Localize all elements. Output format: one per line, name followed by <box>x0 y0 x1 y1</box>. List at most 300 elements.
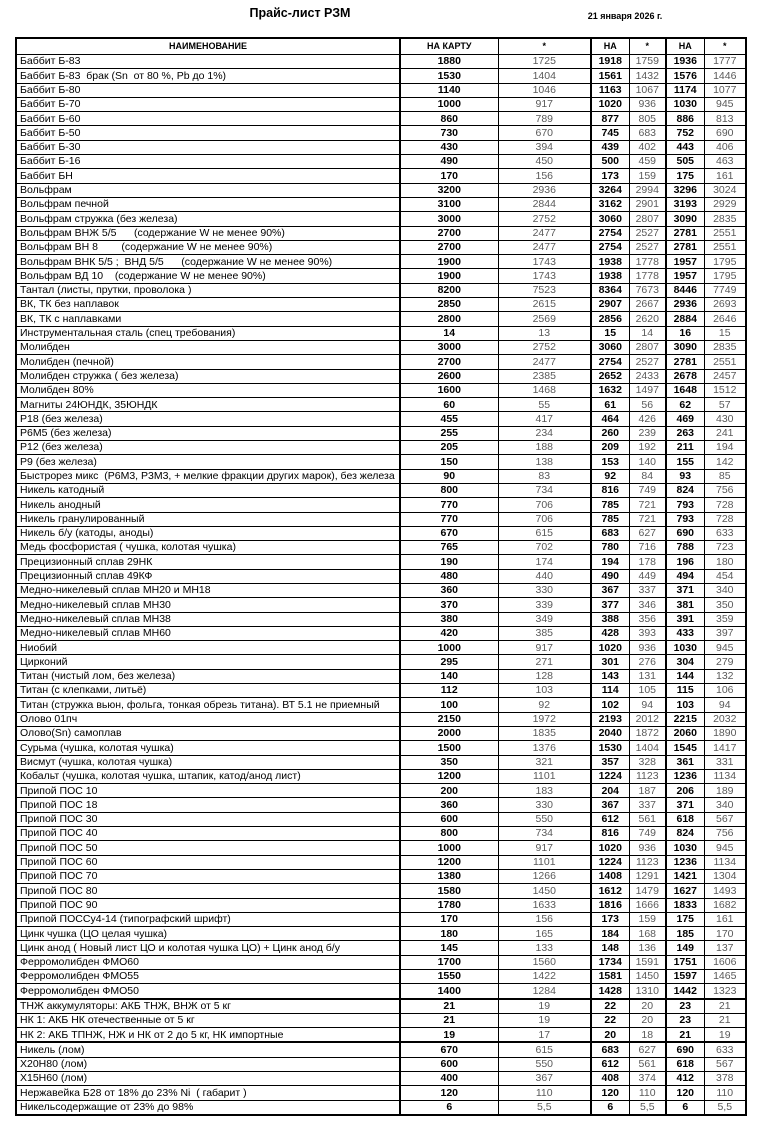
price-card-star: 234 <box>498 426 591 440</box>
table-row <box>16 784 746 798</box>
price-na-2: 1030 <box>666 97 704 111</box>
price-na-2-star: 132 <box>704 669 746 683</box>
price-card: 14 <box>400 326 498 340</box>
table-row <box>16 426 746 440</box>
price-na-2-star: 567 <box>704 812 746 826</box>
price-na-2: 443 <box>666 140 704 154</box>
price-card-star: 19 <box>498 1013 591 1027</box>
price-na-2: 690 <box>666 526 704 540</box>
price-na-2-star: 1777 <box>704 55 746 69</box>
price-card: 860 <box>400 112 498 126</box>
price-na-1-star: 94 <box>629 698 666 712</box>
item-name: Припой ПОС 40 <box>16 827 400 841</box>
price-na-1-star: 168 <box>629 927 666 941</box>
price-card: 21 <box>400 1013 498 1027</box>
table-row <box>16 812 746 826</box>
price-na-1-star: 721 <box>629 498 666 512</box>
price-na-1-star: 5,5 <box>629 1100 666 1115</box>
price-na-2: 618 <box>666 812 704 826</box>
item-name: Никель гранулированный <box>16 512 400 526</box>
price-card-star: 156 <box>498 912 591 926</box>
price-na-2-star: 1417 <box>704 741 746 755</box>
price-na-1: 1530 <box>591 741 629 755</box>
item-name: Баббит Б-70 <box>16 97 400 111</box>
price-card-star: 1376 <box>498 741 591 755</box>
price-na-2-star: 359 <box>704 612 746 626</box>
table-row <box>16 1072 746 1086</box>
item-name: Баббит Б-80 <box>16 83 400 97</box>
price-na-1: 785 <box>591 512 629 526</box>
price-card: 770 <box>400 498 498 512</box>
price-na-1-star: 2012 <box>629 712 666 726</box>
price-na-1-star: 131 <box>629 669 666 683</box>
price-na-1-star: 2994 <box>629 183 666 197</box>
price-card: 1000 <box>400 641 498 655</box>
table-row <box>16 655 746 669</box>
price-card: 455 <box>400 412 498 426</box>
price-na-2: 144 <box>666 669 704 683</box>
table-row <box>16 526 746 540</box>
table-row <box>16 455 746 469</box>
price-na-2: 3296 <box>666 183 704 197</box>
price-na-1: 120 <box>591 1086 629 1100</box>
price-card-star: 550 <box>498 1057 591 1071</box>
price-card-star: 2477 <box>498 355 591 369</box>
item-name: Ниобий <box>16 641 400 655</box>
item-name: Медь фосфористая ( чушка, колотая чушка) <box>16 541 400 555</box>
price-na-1-star: 393 <box>629 626 666 640</box>
price-card-star: 174 <box>498 555 591 569</box>
price-na-2-star: 142 <box>704 455 746 469</box>
price-na-1: 780 <box>591 541 629 555</box>
table-row <box>16 340 746 354</box>
price-na-1: 173 <box>591 169 629 183</box>
price-na-2: 2215 <box>666 712 704 726</box>
price-na-2: 1236 <box>666 769 704 783</box>
item-name: Висмут (чушка, колотая чушка) <box>16 755 400 769</box>
table-row <box>16 83 746 97</box>
price-na-1: 2193 <box>591 712 629 726</box>
price-card-star: 349 <box>498 612 591 626</box>
price-na-2: 1833 <box>666 898 704 912</box>
table-row <box>16 197 746 211</box>
price-card: 19 <box>400 1028 498 1043</box>
table-row <box>16 469 746 483</box>
price-card-star: 2844 <box>498 197 591 211</box>
price-card-star: 165 <box>498 927 591 941</box>
price-card-star: 339 <box>498 598 591 612</box>
price-na-2: 196 <box>666 555 704 569</box>
table-row <box>16 1028 746 1043</box>
price-card-star: 133 <box>498 941 591 955</box>
table-row <box>16 827 746 841</box>
price-na-1-star: 18 <box>629 1028 666 1043</box>
table-row <box>16 269 746 283</box>
item-name: НК 2: АКБ ТПНЖ, НЖ и НК от 2 до 5 кг, НК импортные <box>16 1028 400 1043</box>
price-card-star: 5,5 <box>498 1100 591 1115</box>
table-row <box>16 55 746 69</box>
price-card-star: 367 <box>498 1072 591 1086</box>
price-na-1-star: 721 <box>629 512 666 526</box>
price-card-star: 83 <box>498 469 591 483</box>
table-row <box>16 583 746 597</box>
price-card-star: 670 <box>498 126 591 140</box>
table-row <box>16 383 746 397</box>
price-na-1: 816 <box>591 483 629 497</box>
price-na-1-star: 426 <box>629 412 666 426</box>
price-card: 295 <box>400 655 498 669</box>
item-name: Вольфрам ВНЖ 5/5 (содержание W не менее 90%) <box>16 226 400 240</box>
table-row <box>16 69 746 83</box>
item-name: Кобальт (чушка, колотая чушка, штапик, катод/анод лист) <box>16 769 400 783</box>
price-card-star: 1284 <box>498 984 591 999</box>
price-na-1: 260 <box>591 426 629 440</box>
price-card-star: 2477 <box>498 226 591 240</box>
price-card: 120 <box>400 1086 498 1100</box>
item-name: Припой ПОС 70 <box>16 869 400 883</box>
price-na-1: 61 <box>591 398 629 412</box>
price-na-1-star: 936 <box>629 641 666 655</box>
price-na-1-star: 2433 <box>629 369 666 383</box>
price-na-1-star: 2527 <box>629 226 666 240</box>
price-card-star: 19 <box>498 999 591 1014</box>
item-name: Цинк анод ( Новый лист ЦО и колотая чушка ЦО) + Цинк анод б/у <box>16 941 400 955</box>
price-na-1-star: 1310 <box>629 984 666 999</box>
price-na-1-star: 14 <box>629 326 666 340</box>
price-card-star: 188 <box>498 441 591 455</box>
price-card: 600 <box>400 812 498 826</box>
price-card: 1500 <box>400 741 498 755</box>
price-na-1: 1581 <box>591 970 629 984</box>
item-name: Никель (лом) <box>16 1042 400 1057</box>
price-na-1: 204 <box>591 784 629 798</box>
price-na-1-star: 239 <box>629 426 666 440</box>
price-na-1-star: 1450 <box>629 970 666 984</box>
price-card-star: 1450 <box>498 884 591 898</box>
price-na-1: 612 <box>591 1057 629 1071</box>
price-card: 360 <box>400 798 498 812</box>
price-na-1: 153 <box>591 455 629 469</box>
price-na-2-star: 241 <box>704 426 746 440</box>
price-card: 380 <box>400 612 498 626</box>
price-na-2-star: 2457 <box>704 369 746 383</box>
item-name: Р9 (без железа) <box>16 455 400 469</box>
price-na-2-star: 945 <box>704 97 746 111</box>
table-row <box>16 155 746 169</box>
price-na-2: 2936 <box>666 298 704 312</box>
price-na-1-star: 1432 <box>629 69 666 83</box>
price-na-1-star: 56 <box>629 398 666 412</box>
price-na-2: 8446 <box>666 283 704 297</box>
price-na-2-star: 340 <box>704 583 746 597</box>
price-na-2-star: 57 <box>704 398 746 412</box>
price-na-2: 6 <box>666 1100 704 1115</box>
price-na-1-star: 1123 <box>629 855 666 869</box>
price-na-2-star: 1134 <box>704 855 746 869</box>
item-name: Вольфрам печной <box>16 197 400 211</box>
price-na-1-star: 187 <box>629 784 666 798</box>
price-card: 1140 <box>400 83 498 97</box>
price-na-1-star: 2807 <box>629 212 666 226</box>
price-na-2-star: 1682 <box>704 898 746 912</box>
table-row <box>16 97 746 111</box>
price-na-2-star: 945 <box>704 641 746 655</box>
price-na-1: 816 <box>591 827 629 841</box>
item-name: Х15Н60 (лом) <box>16 1072 400 1086</box>
table-row <box>16 641 746 655</box>
item-name: Олово 01пч <box>16 712 400 726</box>
price-card-star: 417 <box>498 412 591 426</box>
item-name: Припой ПОС 80 <box>16 884 400 898</box>
price-na-2: 469 <box>666 412 704 426</box>
table-row <box>16 483 746 497</box>
price-na-1-star: 936 <box>629 841 666 855</box>
price-card-star: 615 <box>498 1042 591 1057</box>
price-na-2: 1957 <box>666 269 704 283</box>
price-na-1-star: 1291 <box>629 869 666 883</box>
price-card: 255 <box>400 426 498 440</box>
price-na-1: 2754 <box>591 355 629 369</box>
price-na-2-star: 2929 <box>704 197 746 211</box>
price-na-2: 505 <box>666 155 704 169</box>
price-na-2-star: 1465 <box>704 970 746 984</box>
price-card-star: 702 <box>498 541 591 555</box>
price-na-1-star: 7673 <box>629 283 666 297</box>
price-na-2-star: 1493 <box>704 884 746 898</box>
price-na-2-star: 945 <box>704 841 746 855</box>
item-name: Баббит Б-83 <box>16 55 400 69</box>
price-card: 480 <box>400 569 498 583</box>
price-card: 190 <box>400 555 498 569</box>
col-header-na-2: НА <box>666 38 704 55</box>
table-row <box>16 569 746 583</box>
price-na-2: 824 <box>666 827 704 841</box>
price-na-1: 1938 <box>591 269 629 283</box>
price-na-1: 1020 <box>591 97 629 111</box>
price-na-1-star: 1404 <box>629 741 666 755</box>
price-na-2: 494 <box>666 569 704 583</box>
item-name: НК 1: АКБ НК отечественные от 5 кг <box>16 1013 400 1027</box>
price-card: 2700 <box>400 240 498 254</box>
price-na-2: 2884 <box>666 312 704 326</box>
item-name: Припой ПОС 30 <box>16 812 400 826</box>
table-row <box>16 140 746 154</box>
price-na-1: 209 <box>591 441 629 455</box>
table-row <box>16 1086 746 1100</box>
table-row <box>16 769 746 783</box>
price-na-1-star: 1067 <box>629 83 666 97</box>
item-name: Баббит Б-60 <box>16 112 400 126</box>
price-na-1-star: 136 <box>629 941 666 955</box>
price-na-2-star: 2551 <box>704 240 746 254</box>
price-na-2-star: 813 <box>704 112 746 126</box>
price-na-2-star: 340 <box>704 798 746 812</box>
price-card-star: 1468 <box>498 383 591 397</box>
table-row <box>16 441 746 455</box>
table-row <box>16 1100 746 1115</box>
price-na-1: 490 <box>591 569 629 583</box>
price-na-2-star: 430 <box>704 412 746 426</box>
price-na-1-star: 140 <box>629 455 666 469</box>
price-na-2: 16 <box>666 326 704 340</box>
price-na-2-star: 454 <box>704 569 746 583</box>
price-na-2-star: 3024 <box>704 183 746 197</box>
price-na-2: 1648 <box>666 383 704 397</box>
price-card-star: 1743 <box>498 269 591 283</box>
price-na-1: 2754 <box>591 226 629 240</box>
price-na-1-star: 749 <box>629 483 666 497</box>
price-card-star: 2477 <box>498 240 591 254</box>
price-na-2: 115 <box>666 684 704 698</box>
price-card-star: 2752 <box>498 340 591 354</box>
price-na-2: 103 <box>666 698 704 712</box>
price-card: 1580 <box>400 884 498 898</box>
price-card: 21 <box>400 999 498 1014</box>
price-card-star: 1972 <box>498 712 591 726</box>
item-name: Никель б/у (катоды, аноды) <box>16 526 400 540</box>
price-card: 360 <box>400 583 498 597</box>
price-na-2: 211 <box>666 441 704 455</box>
price-na-1-star: 356 <box>629 612 666 626</box>
price-na-2-star: 15 <box>704 326 746 340</box>
item-name: Припой ПОС 10 <box>16 784 400 798</box>
price-na-1: 1428 <box>591 984 629 999</box>
price-na-2-star: 350 <box>704 598 746 612</box>
table-row <box>16 912 746 926</box>
price-na-1-star: 683 <box>629 126 666 140</box>
price-na-2: 1751 <box>666 955 704 969</box>
price-card-star: 128 <box>498 669 591 683</box>
price-na-2: 1936 <box>666 55 704 69</box>
price-na-1: 1020 <box>591 641 629 655</box>
item-name: Быстрорез микс (Р6М3, Р3М3, + мелкие фракции других марок), без железа <box>16 469 400 483</box>
price-card-star: 2752 <box>498 212 591 226</box>
price-na-2-star: 1606 <box>704 955 746 969</box>
item-name: ВК, ТК с наплавками <box>16 312 400 326</box>
price-card-star: 706 <box>498 512 591 526</box>
price-card: 90 <box>400 469 498 483</box>
price-na-1: 20 <box>591 1028 629 1043</box>
price-card-star: 706 <box>498 498 591 512</box>
item-name: Р6М5 (без железа) <box>16 426 400 440</box>
price-card: 1530 <box>400 69 498 83</box>
table-row <box>16 212 746 226</box>
price-na-1-star: 402 <box>629 140 666 154</box>
item-name: Никельсодержащие от 23% до 98% <box>16 1100 400 1115</box>
item-name: Молибден 80% <box>16 383 400 397</box>
table-row <box>16 698 746 712</box>
item-name: Х20Н80 (лом) <box>16 1057 400 1071</box>
table-row <box>16 126 746 140</box>
price-na-1-star: 936 <box>629 97 666 111</box>
price-na-1-star: 1872 <box>629 726 666 740</box>
table-row <box>16 255 746 269</box>
item-name: Молибден (печной) <box>16 355 400 369</box>
price-card: 430 <box>400 140 498 154</box>
price-na-1-star: 20 <box>629 1013 666 1027</box>
price-na-1-star: 627 <box>629 1042 666 1057</box>
price-na-2-star: 94 <box>704 698 746 712</box>
price-na-2: 304 <box>666 655 704 669</box>
price-na-1: 377 <box>591 598 629 612</box>
item-name: Баббит БН <box>16 169 400 183</box>
price-na-1: 3060 <box>591 212 629 226</box>
price-card-star: 110 <box>498 1086 591 1100</box>
price-card-star: 7523 <box>498 283 591 297</box>
item-name: Олово(Sn) самоплав <box>16 726 400 740</box>
price-na-1: 388 <box>591 612 629 626</box>
price-card-star: 2385 <box>498 369 591 383</box>
price-na-1: 194 <box>591 555 629 569</box>
price-na-2: 824 <box>666 483 704 497</box>
price-na-2: 21 <box>666 1028 704 1043</box>
price-na-2: 793 <box>666 498 704 512</box>
price-na-2-star: 690 <box>704 126 746 140</box>
price-na-2-star: 1304 <box>704 869 746 883</box>
item-name: Баббит Б-83 брак (Sn от 80 %, Pb до 1%) <box>16 69 400 83</box>
price-na-2-star: 5,5 <box>704 1100 746 1115</box>
price-na-1-star: 110 <box>629 1086 666 1100</box>
price-na-2-star: 21 <box>704 999 746 1014</box>
price-na-1-star: 2667 <box>629 298 666 312</box>
price-card: 420 <box>400 626 498 640</box>
price-na-2: 1030 <box>666 841 704 855</box>
price-na-2-star: 2835 <box>704 212 746 226</box>
price-card-star: 789 <box>498 112 591 126</box>
price-na-2: 1597 <box>666 970 704 984</box>
price-na-1: 785 <box>591 498 629 512</box>
price-na-1-star: 178 <box>629 555 666 569</box>
price-na-2: 1030 <box>666 641 704 655</box>
price-card: 1200 <box>400 855 498 869</box>
price-na-2-star: 1077 <box>704 83 746 97</box>
price-na-2-star: 1795 <box>704 255 746 269</box>
price-na-1: 1938 <box>591 255 629 269</box>
price-na-1-star: 1479 <box>629 884 666 898</box>
price-na-2-star: 728 <box>704 498 746 512</box>
price-na-2: 1421 <box>666 869 704 883</box>
price-card-star: 450 <box>498 155 591 169</box>
price-na-1-star: 374 <box>629 1072 666 1086</box>
price-na-1-star: 2527 <box>629 240 666 254</box>
price-card: 170 <box>400 169 498 183</box>
price-na-1-star: 627 <box>629 526 666 540</box>
price-na-2-star: 463 <box>704 155 746 169</box>
price-card-star: 1743 <box>498 255 591 269</box>
price-na-2-star: 2693 <box>704 298 746 312</box>
price-na-2-star: 1446 <box>704 69 746 83</box>
price-card-star: 330 <box>498 583 591 597</box>
price-na-2: 2781 <box>666 355 704 369</box>
price-na-2: 793 <box>666 512 704 526</box>
price-na-1: 1224 <box>591 769 629 783</box>
price-na-2-star: 21 <box>704 1013 746 1027</box>
price-na-2: 433 <box>666 626 704 640</box>
price-na-2-star: 2835 <box>704 340 746 354</box>
table-row <box>16 398 746 412</box>
price-na-1-star: 346 <box>629 598 666 612</box>
table-row <box>16 112 746 126</box>
item-name: Вольфрам <box>16 183 400 197</box>
col-header-star-1: * <box>498 38 591 55</box>
price-na-1: 683 <box>591 526 629 540</box>
price-na-1-star: 159 <box>629 912 666 926</box>
item-name: Вольфрам стружка (без железа) <box>16 212 400 226</box>
item-name: Р18 (без железа) <box>16 412 400 426</box>
price-na-2: 2060 <box>666 726 704 740</box>
price-na-2: 371 <box>666 583 704 597</box>
price-card: 2800 <box>400 312 498 326</box>
